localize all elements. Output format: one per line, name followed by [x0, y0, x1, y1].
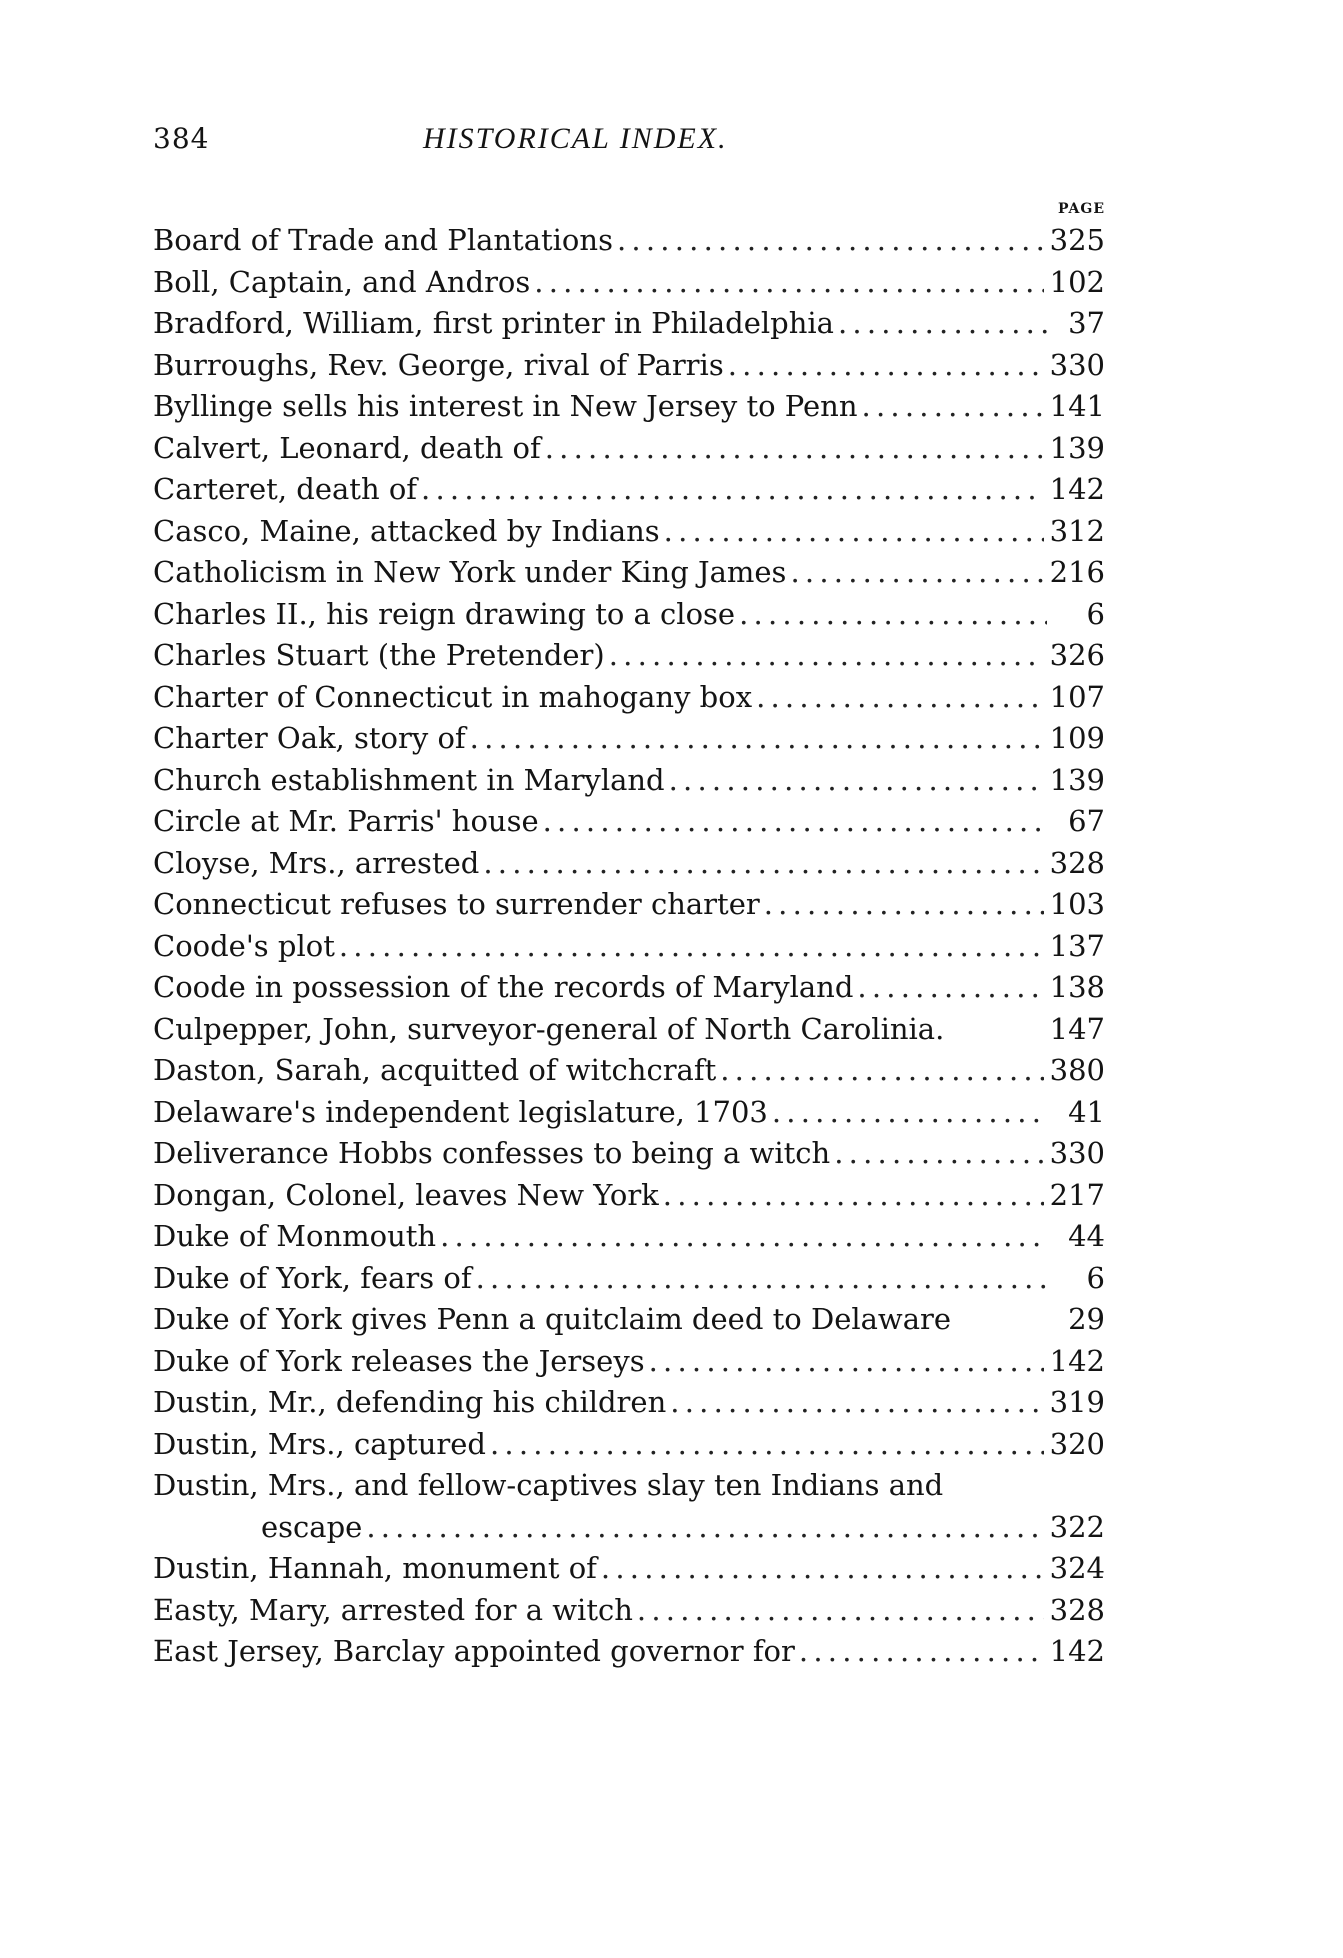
index-entry-page: 319 [1049, 1385, 1105, 1419]
index-entry-page: 328 [1049, 845, 1105, 880]
dot-leader [366, 1507, 1043, 1549]
dot-leader [440, 1216, 1047, 1258]
index-entry-text: Deliverance Hobbs confesses to being a witch [153, 1136, 831, 1170]
dot-leader [669, 760, 1044, 802]
index-entry-page: 216 [1049, 555, 1105, 589]
index-entry-text: Duke of York gives Penn a quitclaim deed to Delaware [153, 1302, 952, 1336]
index-entry-page: 109 [1049, 721, 1105, 755]
dot-leader [421, 469, 1044, 511]
index-entry-text: Connecticut refuses to surrender charter [153, 887, 760, 921]
index-entry [153, 220, 1105, 262]
index-entry-page: 142 [1049, 1343, 1105, 1378]
index-entry-page: 330 [1049, 347, 1105, 382]
index-entry-page: 6 [1086, 1260, 1105, 1295]
index-entry [153, 1175, 1105, 1217]
index-entry-text: Daston, Sarah, acquitted of witchcraft [153, 1053, 717, 1087]
index-entry [153, 926, 1105, 968]
dot-leader [490, 1424, 1044, 1466]
index-entry [153, 1216, 1105, 1258]
index-entry-page: 139 [1049, 430, 1105, 465]
index-entry [153, 1299, 1105, 1341]
dot-leader [483, 843, 1043, 885]
index-entry [153, 1050, 1105, 1092]
index-entry-page: 6 [1086, 596, 1105, 631]
index-entry-text: Church establishment in Maryland [153, 762, 665, 797]
dot-leader [720, 1050, 1043, 1092]
index-entry-page: 147 [1049, 1011, 1105, 1046]
dot-leader [664, 511, 1044, 553]
dot-leader [543, 801, 1047, 843]
index-entry-text: Charles Stuart (the Pretender) [153, 638, 605, 672]
dot-leader [476, 1258, 1047, 1300]
index-entry-text: Bradford, William, first printer in Philadelphia [153, 306, 834, 340]
index-entry-page: 312 [1049, 513, 1105, 548]
index-entry [153, 760, 1105, 802]
index-entry [153, 1133, 1105, 1175]
index-entry [153, 345, 1105, 387]
index-entry-text: Easty, Mary, arrested for a witch [153, 1592, 633, 1627]
index-entry-page: 322 [1049, 1509, 1105, 1544]
index-entry-page: 326 [1049, 638, 1105, 672]
index-entry-text: Coode in possession of the records of Maryland [153, 970, 854, 1004]
index-entry-text: Byllinge sells his interest in New Jersey to Penn [153, 389, 858, 423]
dot-leader [601, 1548, 1044, 1590]
page-column-label: PAGE [1058, 201, 1105, 217]
index-entry [153, 1258, 1105, 1300]
dot-leader [862, 386, 1044, 428]
index-entry [153, 386, 1105, 428]
dot-leader [799, 1631, 1044, 1673]
dot-leader [857, 967, 1043, 1009]
index-entry [153, 801, 1105, 843]
dot-leader [649, 1341, 1044, 1383]
index-entry-text: Dustin, Hannah, monument of [153, 1551, 597, 1585]
index-entry [153, 884, 1105, 926]
index-entry-page: 324 [1049, 1551, 1105, 1585]
index-entry [153, 1465, 1105, 1548]
index-entry-text: Catholicism in New York under King James [153, 555, 787, 589]
index-entry-text: Circle at Mr. Parris' house [153, 804, 539, 838]
index-list [153, 220, 1105, 1673]
dot-leader [470, 718, 1044, 760]
dot-leader [637, 1590, 1044, 1632]
index-entry-text: Cloyse, Mrs., arrested [153, 845, 480, 880]
page-header [153, 122, 1103, 162]
index-entry-text: Charles II., his reign drawing to a close [153, 596, 736, 631]
index-entry [153, 1424, 1105, 1466]
dot-leader [756, 677, 1044, 719]
index-entry-page: 217 [1049, 1177, 1105, 1212]
index-entry [153, 635, 1105, 677]
index-entry [153, 843, 1105, 885]
dot-leader [617, 220, 1044, 262]
index-entry [153, 718, 1105, 760]
index-entry-page: 37 [1068, 306, 1105, 340]
index-entry-text: Carteret, death of [153, 472, 418, 506]
dot-leader [534, 262, 1043, 304]
index-entry-text: Casco, Maine, attacked by Indians [153, 513, 660, 548]
index-entry-page: 29 [1068, 1302, 1105, 1336]
dot-leader [728, 345, 1044, 387]
index-entry-text: Dustin, Mr., defending his children [153, 1385, 667, 1419]
index-entry-text: Duke of York, fears of [153, 1260, 472, 1295]
index-entry-text: Boll, Captain, and Andros [153, 264, 531, 299]
index-entry [153, 1092, 1105, 1134]
index-entry-text: East Jersey, Barclay appointed governor for [153, 1634, 795, 1668]
index-entry [153, 1631, 1105, 1673]
dot-leader [739, 594, 1047, 636]
index-entry-text: Calvert, Leonard, death of [153, 430, 541, 465]
index-entry-page: 41 [1068, 1094, 1105, 1129]
index-entry-page: 328 [1049, 1592, 1105, 1627]
dot-leader [609, 635, 1044, 677]
index-entry [153, 1548, 1105, 1590]
index-entry-text: Duke of York releases the Jerseys [153, 1343, 645, 1378]
dot-leader [834, 1133, 1043, 1175]
index-entry [153, 552, 1105, 594]
index-entry-text: Delaware's independent legislature, 1703 [153, 1094, 768, 1129]
index-entry [153, 511, 1105, 553]
index-entry-page: 137 [1049, 928, 1105, 963]
index-entry [153, 1009, 1105, 1051]
index-entry [153, 262, 1105, 304]
dot-leader [670, 1382, 1043, 1424]
dot-leader [764, 884, 1044, 926]
index-entry-continuation: escape [261, 1509, 363, 1544]
index-entry [153, 1590, 1105, 1632]
index-entry-page: 44 [1068, 1219, 1105, 1253]
index-entry-page: 67 [1068, 804, 1105, 838]
index-entry-text: Duke of Monmouth [153, 1219, 437, 1253]
index-entry-page: 138 [1049, 970, 1105, 1004]
dot-leader [545, 428, 1044, 470]
dot-leader [790, 552, 1043, 594]
dot-leader [772, 1092, 1047, 1134]
index-entry-page: 330 [1049, 1136, 1105, 1170]
index-entry-text: Culpepper, John, surveyor-general of North Carolinia. [153, 1011, 945, 1046]
index-entry-text: Dongan, Colonel, leaves New York [153, 1177, 659, 1212]
index-entry-page: 380 [1049, 1053, 1105, 1087]
index-entry-text: Charter Oak, story of [153, 721, 466, 755]
running-title: HISTORICAL INDEX. [423, 122, 728, 155]
index-entry-text: Charter of Connecticut in mahogany box [153, 679, 753, 714]
index-entry-page: 102 [1049, 264, 1105, 299]
index-entry-text: Burroughs, Rev. George, rival of Parris [153, 347, 724, 382]
index-entry-page: 325 [1049, 223, 1105, 257]
index-entry-page: 141 [1049, 389, 1105, 423]
index-entry-text: Dustin, Mrs., and fellow-captives slay ten Indians and [153, 1468, 944, 1502]
index-entry-page: 142 [1049, 1634, 1105, 1668]
index-entry-text: Coode's plot [153, 928, 335, 963]
index-entry-page: 139 [1049, 762, 1105, 797]
dot-leader [339, 926, 1044, 968]
index-entry [153, 677, 1105, 719]
index-entry-page: 107 [1049, 679, 1105, 714]
dot-leader [663, 1175, 1044, 1217]
index-entry [153, 428, 1105, 470]
index-entry [153, 469, 1105, 511]
index-entry [153, 967, 1105, 1009]
index-entry-text: Dustin, Mrs., captured [153, 1426, 486, 1461]
index-entry [153, 1382, 1105, 1424]
index-entry-text: Board of Trade and Plantations [153, 223, 613, 257]
index-entry [153, 594, 1105, 636]
index-entry-page: 320 [1049, 1426, 1105, 1461]
index-entry-page: 142 [1049, 472, 1105, 506]
page-number: 384 [153, 122, 210, 155]
index-entry-page: 103 [1049, 887, 1105, 921]
index-entry [153, 1341, 1105, 1383]
index-entry [153, 303, 1105, 345]
dot-leader [838, 303, 1047, 345]
